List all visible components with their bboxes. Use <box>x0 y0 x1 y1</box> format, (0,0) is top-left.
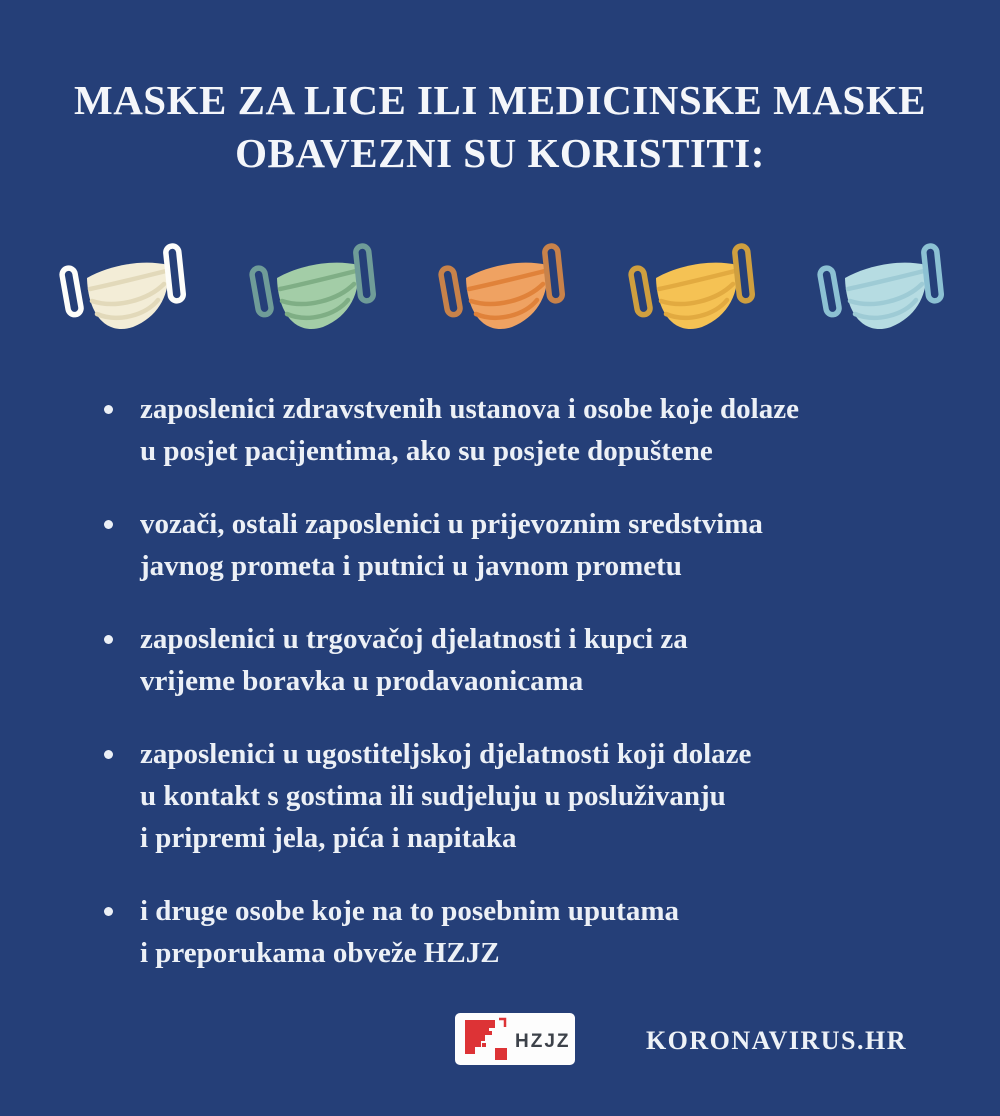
poster-title-line2: OBAVEZNI SU KORISTITI: <box>235 130 765 176</box>
hzjz-emblem-check-square <box>482 1043 486 1047</box>
mask-strap-left <box>251 267 272 316</box>
mask-strap-left <box>819 267 840 316</box>
list-item-text <box>140 388 799 472</box>
hzjz-emblem-check-square <box>488 1031 492 1035</box>
list-item-healthcare <box>104 388 945 472</box>
list-item-line: i preporukama obveže HZJZ <box>140 937 500 969</box>
list-item-retail <box>104 618 945 702</box>
list-item-line: zaposlenici u trgovačoj djelatnosti i kupci za <box>140 623 688 655</box>
list-item-line: zaposlenici u ugostiteljskoj djelatnosti koji dolaze <box>140 738 752 770</box>
hzjz-emblem-small-square <box>495 1048 507 1060</box>
list-item-line: u posjet pacijentima, ako su posjete dopuštene <box>140 435 713 467</box>
bullet-icon <box>104 520 113 529</box>
cream-face-mask-icon <box>58 234 190 344</box>
mask-strap-left <box>440 267 461 316</box>
list-item-line: vozači, ostali zaposlenici u prijevoznim sredstvima <box>140 508 763 540</box>
hzjz-logo <box>455 1013 575 1065</box>
mask-strap-right <box>734 245 753 301</box>
orange-face-mask-icon <box>437 234 569 344</box>
list-item-transport <box>104 503 945 587</box>
mask-strap-right <box>355 245 374 301</box>
bullet-icon <box>104 405 113 414</box>
poster-title <box>0 74 1000 180</box>
list-item-other-persons <box>104 890 945 974</box>
mask-icons-row <box>58 234 948 344</box>
bullet-icon <box>104 750 113 759</box>
list-item-line: u kontakt s gostima ili sudjeluju u posluživanju <box>140 780 726 812</box>
list-item-text <box>140 618 688 702</box>
hzjz-emblem-red-square <box>465 1020 495 1054</box>
list-item-line: i druge osobe koje na to posebnim uputama <box>140 895 679 927</box>
list-item-text <box>140 733 751 859</box>
bullet-icon <box>104 907 113 916</box>
mask-strap-right <box>544 245 563 301</box>
poster-title-line1: MASKE ZA LICE ILI MEDICINSKE MASKE <box>74 77 926 123</box>
mask-requirements-list <box>104 388 945 1005</box>
yellow-face-mask-icon <box>627 234 759 344</box>
hzjz-emblem-corner-mark <box>499 1019 505 1027</box>
mask-strap-right <box>923 245 942 301</box>
list-item-line: i pripremi jela, pića i napitaka <box>140 822 517 854</box>
list-item-text <box>140 503 763 587</box>
green-face-mask-icon <box>248 234 380 344</box>
koronavirus-website-text: KORONAVIRUS.HR <box>645 1026 907 1055</box>
hzjz-logo-text: HZJZ <box>515 1031 571 1052</box>
list-item-hospitality <box>104 733 945 859</box>
list-item-line: javnog prometa i putnici u javnom prometu <box>140 550 682 582</box>
mask-strap-left <box>630 267 651 316</box>
mask-strap-right <box>165 245 184 301</box>
list-item-line: vrijeme boravka u prodavaonicama <box>140 665 584 697</box>
list-item-text <box>140 890 679 974</box>
mask-strap-left <box>61 267 82 316</box>
blue-face-mask-icon <box>816 234 948 344</box>
list-item-line: zaposlenici zdravstvenih ustanova i osobe koje dolaze <box>140 393 799 425</box>
hzjz-logo-graphic <box>455 1013 575 1065</box>
poster-footer <box>0 1004 1000 1116</box>
bullet-icon <box>104 635 113 644</box>
